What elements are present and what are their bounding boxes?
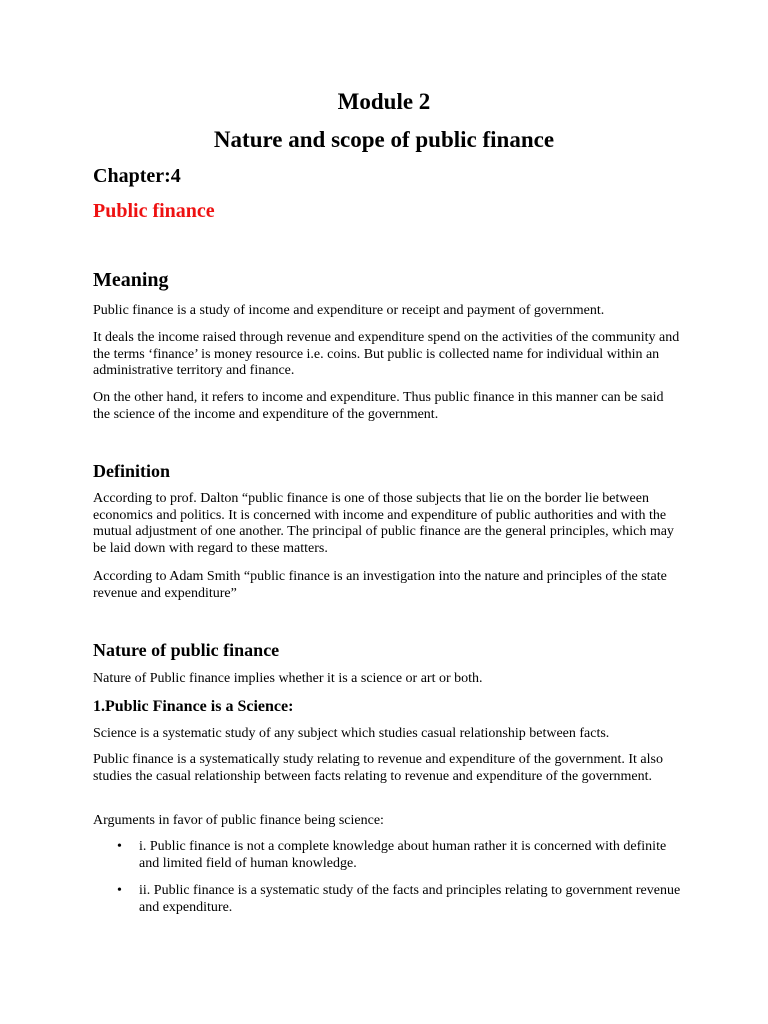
definition-heading: Definition <box>93 461 171 481</box>
meaning-heading: Meaning <box>93 269 169 291</box>
science-heading: 1.Public Finance is a Science: <box>93 698 294 715</box>
subject-heading: Public finance <box>93 200 215 222</box>
nature-paragraph-1: Science is a systematic study of any subject which studies casual relationship between facts. <box>93 726 610 741</box>
bullet-symbol: • <box>117 883 122 898</box>
nature-paragraph-3: Arguments in favor of public finance being science: <box>93 813 384 828</box>
document-title: Nature and scope of public finance <box>213 127 555 152</box>
definition-paragraph-2: According to Adam Smith “public finance is an investigation into the nature and principles of the state revenue and expenditure” <box>93 569 667 601</box>
bullet-text: i. Public finance is not a complete knowledge about human rather it is concerned with definite and limited field of human knowledge. <box>139 839 667 871</box>
nature-paragraph-2: Public finance is a systematically study relating to revenue and expenditure of the government. It also studies the casual relationship between facts relating to revenue and expenditure of the government. <box>93 752 663 784</box>
meaning-paragraph-3: On the other hand, it refers to income and expenditure. Thus public finance in this manner can be said the science of the income and expenditure of the government. <box>93 390 664 422</box>
nature-intro: Nature of Public finance implies whether it is a science or art or both. <box>93 671 483 686</box>
nature-heading: Nature of public finance <box>93 640 280 660</box>
module-title: Module 2 <box>337 89 431 114</box>
meaning-paragraph-1: Public finance is a study of income and expenditure or receipt and payment of government. <box>93 303 605 318</box>
meaning-paragraph-2: It deals the income raised through revenue and expenditure spend on the activities of the community and the terms ‘finance’ is money resource i.e. coins. But public is collected name for individual within an administrative territory and finance. <box>93 330 680 378</box>
bullet-text: ii. Public finance is a systematic study of the facts and principles relating to government revenue and expenditure. <box>139 883 681 915</box>
chapter-heading: Chapter:4 <box>93 165 181 187</box>
definition-paragraph-1: According to prof. Dalton “public finance is one of those subjects that lie on the border lie between economics and politics. It is concerned with income and expenditure of public authorities and with the mutual adjustment of one another. The principal of public finance are the general principles, which may be laid down with regard to these matters. <box>93 491 674 556</box>
bullet-symbol: • <box>117 839 122 854</box>
